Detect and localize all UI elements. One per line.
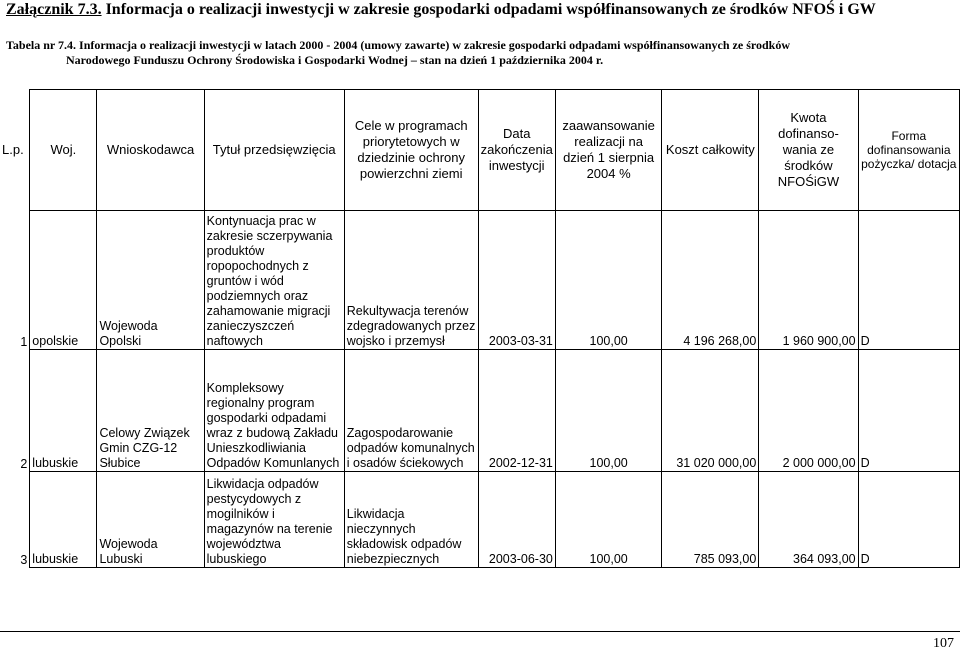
footer-divider: [0, 631, 960, 632]
cell-lp: 2: [20, 456, 28, 471]
investments-table: [0, 89, 960, 568]
page-number: 107: [933, 636, 954, 651]
cell-voivodeship: lubuskie: [30, 472, 97, 568]
cell-goals: Zagospodarowanie odpadów komunalnych i osadów ściekowych: [344, 350, 478, 472]
cell-total-cost: 31 020 000,00: [662, 350, 759, 472]
attachment-title: [6, 0, 876, 20]
cell-total-cost: 4 196 268,00: [662, 211, 759, 350]
cell-applicant: Wojewoda Lubuski: [97, 472, 204, 568]
cell-funding-form: D: [858, 472, 959, 568]
col-header-lp: L.p.: [2, 142, 24, 157]
cell-funding-amount: 2 000 000,00: [759, 350, 858, 472]
table-caption: [6, 38, 790, 68]
cell-progress: 100,00: [555, 211, 662, 350]
col-header-voivodeship: Woj.: [30, 90, 97, 211]
cell-progress: 100,00: [555, 350, 662, 472]
cell-applicant: Wojewoda Opolski: [97, 211, 204, 350]
cell-funding-amount: 1 960 900,00: [759, 211, 858, 350]
col-header-progress: zaawansowanie realizacji na dzień 1 sierpnia 2004 %: [555, 90, 662, 211]
attachment-title-text: Informacja o realizacji inwestycji w zakresie gospodarki odpadami współfinansowanych ze środków NFOŚ i GW: [105, 1, 876, 18]
cell-funding-form: D: [858, 211, 959, 350]
col-header-goals: Cele w programach priorytetowych w dziedzinie ochrony powierzchni ziemi: [344, 90, 478, 211]
col-header-project-title: Tytuł przedsięwzięcia: [204, 90, 344, 211]
cell-funding-form: D: [858, 350, 959, 472]
cell-goals: Rekultywacja terenów zdegradowanych przez wojsko i przemysł: [344, 211, 478, 350]
cell-progress: 100,00: [555, 472, 662, 568]
cell-goals: Likwidacja nieczynnych składowisk odpadów niebezpiecznych: [344, 472, 478, 568]
table-row: [0, 350, 960, 472]
cell-lp: 3: [20, 552, 28, 567]
cell-applicant: Celowy Związek Gmin CZG-12 Słubice: [97, 350, 204, 472]
cell-completion-date: 2003-03-31: [478, 211, 555, 350]
cell-total-cost: 785 093,00: [662, 472, 759, 568]
cell-completion-date: 2003-06-30: [478, 472, 555, 568]
cell-completion-date: 2002-12-31: [478, 350, 555, 472]
cell-voivodeship: opolskie: [30, 211, 97, 350]
cell-voivodeship: lubuskie: [30, 350, 97, 472]
table-header-row: [0, 90, 960, 211]
cell-project-title: Kompleksowy regionalny program gospodarki odpadami wraz z budową Zakładu Unieszkodliwiania Odpadów Komunlanych: [204, 350, 344, 472]
table-caption-line-1: Tabela nr 7.4. Informacja o realizacji inwestycji w latach 2000 - 2004 (umowy zawarte) w zakresie gospodarki odpadami współfinansowanych ze środków: [6, 38, 790, 52]
col-header-funding-form: Forma dofinansowania pożyczka/ dotacja: [858, 90, 959, 211]
attachment-number: Załącznik 7.3.: [6, 1, 102, 18]
cell-project-title: Kontynuacja prac w zakresie sczerpywania produktów ropopochodnych z gruntów i wód podziemnych oraz zahamowanie migracji zanieczyszczeń naftowych: [204, 211, 344, 350]
col-header-completion-date: Data zakończenia inwestycji: [478, 90, 555, 211]
col-header-applicant: Wnioskodawca: [97, 90, 204, 211]
col-header-total-cost: Koszt całkowity: [662, 90, 759, 211]
table-row: [0, 472, 960, 568]
table-row: [0, 211, 960, 350]
cell-project-title: Likwidacja odpadów pestycydowych z mogilników i magazynów na terenie województwa lubuskiego: [204, 472, 344, 568]
col-header-funding-amount: Kwota dofinanso-wania ze środków NFOŚiGW: [759, 90, 858, 211]
document-header: [6, 0, 876, 20]
cell-funding-amount: 364 093,00: [759, 472, 858, 568]
table-caption-line-2: Narodowego Funduszu Ochrony Środowiska i Gospodarki Wodnej – stan na dzień 1 października 2004 r.: [66, 53, 604, 67]
cell-lp: 1: [20, 334, 28, 349]
